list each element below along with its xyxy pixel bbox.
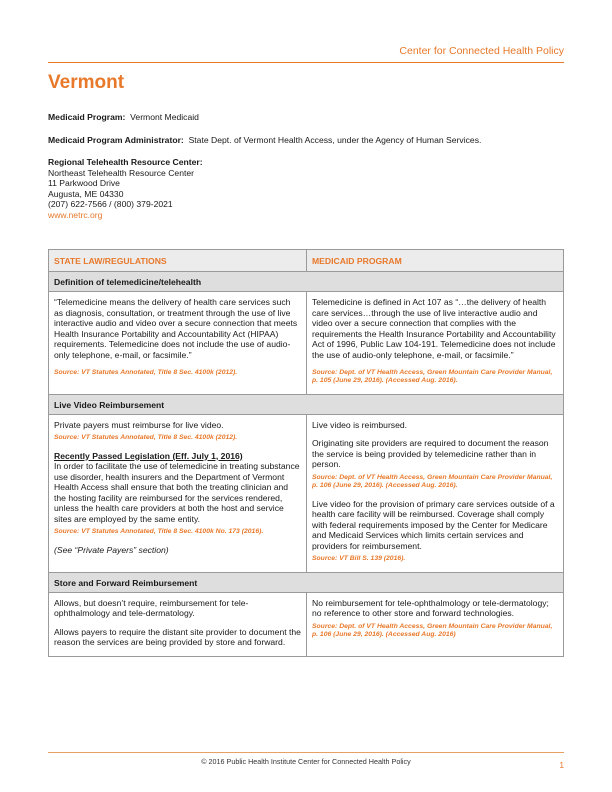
definition-state-law-source: Source: VT Statutes Annotated, Title 8 Sec. 4100k (2012).	[54, 369, 238, 376]
table-row-store-forward	[49, 593, 563, 656]
store-forward-state-law-cell	[49, 593, 306, 656]
definition-medicaid-source: Source: Dept. of VT Health Access, Green Mountain Care Provider Manual, p. 105 (June 29, 2016). (Accessed Aug. 2016).	[312, 369, 553, 385]
definition-state-law-text: “Telemedicine means the delivery of health care services such as diagnosis, consultation, or treatment through the use of live interactive audio and video over a secure connection that meets Health Insurance Portability and Accountability Act (HIPAA) requirements. Telemedicine does not include the use of audio-only telephone, e-mail, or facsimile.”	[54, 297, 298, 360]
table-row-definition	[49, 292, 563, 395]
definition-medicaid-cell	[306, 292, 563, 395]
store-forward-medicaid-source: Source: Dept. of VT Health Access, Green Mountain Care Provider Manual, p. 106 (June 29, 2016). (Accessed Aug. 2016)	[312, 622, 553, 638]
medicaid-program-label: Medicaid Program:	[48, 112, 126, 122]
live-video-medicaid-text3: Live video for the provision of primary care services outside of a health care facility will be reimbursed. Coverage shall comply with federal requirements imposed by the Center for Medicare and Medicaid Services which limits certain services and providers for reimbursement.	[312, 498, 555, 551]
administrator-label: Medicaid Program Administrator:	[48, 135, 184, 145]
administrator-line	[48, 135, 481, 146]
live-video-medicaid-cell	[306, 415, 563, 573]
store-forward-state-law-text1: Allows, but doesn’t require, reimbursement for tele-ophthalmology and tele-dermatology.	[54, 597, 249, 619]
page-title: Vermont	[48, 72, 125, 93]
administrator-value: State Dept. of Vermont Health Access, under the Agency of Human Services.	[188, 135, 482, 145]
header-org-name: Center for Connected Health Policy	[399, 45, 564, 57]
medicaid-program-line	[48, 112, 199, 123]
definition-state-law-cell	[49, 292, 306, 395]
store-forward-medicaid-text: No reimbursement for tele-ophthalmology or tele-dermatology; no reference to other store and forward technologies.	[312, 597, 549, 619]
trc-website-link[interactable]: www.netrc.org	[48, 209, 103, 220]
private-payers-note: (See “Private Payers” section)	[54, 544, 169, 555]
trc-name: Northeast Telehealth Resource Center	[48, 167, 195, 178]
medicaid-program-value: Vermont Medicaid	[130, 112, 199, 122]
column-header-state-law: STATE LAW/REGULATIONS	[54, 256, 167, 266]
policy-table	[48, 249, 564, 657]
live-video-medicaid-source2: Source: VT Bill S. 139 (2016).	[312, 555, 406, 563]
trc-address-line1: 11 Parkwood Drive	[48, 178, 120, 189]
recent-legislation-heading: Recently Passed Legislation (Eff. July 1, 2016)	[54, 450, 243, 461]
table-header-row	[49, 250, 563, 272]
live-video-state-law-text2: In order to facilitate the use of telemedicine in treating substance use disorder, health insurers and the Department of Vermont Health Access shall ensure that both the treating clinician and the hosting facility are reimbursed for the services rendered, unless the health care providers at both the host and service sites are employed by the same entity.	[54, 461, 300, 524]
store-forward-medicaid-cell	[306, 593, 563, 656]
table-row-live-video	[49, 415, 563, 573]
trc-block	[48, 157, 203, 221]
footer-divider	[48, 752, 564, 753]
section-title-live-video: Live Video Reimbursement	[49, 395, 563, 415]
trc-phone: (207) 622-7566 / (800) 379-2021	[48, 199, 173, 210]
trc-label: Regional Telehealth Resource Center:	[48, 157, 203, 167]
section-title-definition: Definition of telemedicine/telehealth	[49, 272, 563, 292]
live-video-medicaid-text1: Live video is reimbursed.	[312, 419, 408, 430]
trc-address-line2: Augusta, ME 04330	[48, 188, 124, 199]
header-divider	[48, 62, 564, 63]
live-video-state-law-source1: Source: VT Statutes Annotated, Title 8 Sec. 4100k (2012).	[54, 434, 238, 442]
column-header-medicaid: MEDICAID PROGRAM	[306, 250, 563, 271]
live-video-medicaid-text2: Originating site providers are required to document the reason the service is being provided by telemedicine rather than in person.	[312, 438, 549, 470]
section-title-store-forward: Store and Forward Reimbursement	[49, 573, 563, 593]
definition-medicaid-text: Telemedicine is defined in Act 107 as “…the delivery of health care services…through the use of live interactive audio and video over a secure connection that complies with the requirements the Health Insurance Portability and Accountability Act of 1996, Public Law 104-191. Telemedicine does not include the use of audio-only telephone, e-mail, or facsimile.”	[312, 297, 556, 360]
live-video-medicaid-source1: Source: Dept. of VT Health Access, Green Mountain Care Provider Manual, p. 106 (June 29, 2016). (Accessed Aug. 2016).	[312, 473, 553, 490]
store-forward-state-law-text2: Allows payers to require the distant site provider to document the reason the services are being provided by store and forward.	[54, 626, 301, 648]
page-number: 1	[559, 760, 564, 770]
footer-copyright: © 2016 Public Health Institute Center for Connected Health Policy	[201, 757, 411, 766]
live-video-state-law-source2: Source: VT Statutes Annotated, Title 8 Sec. 4100k No. 173 (2016).	[54, 528, 264, 536]
live-video-state-law-cell	[49, 415, 306, 573]
live-video-state-law-text1: Private payers must reimburse for live video.	[54, 419, 224, 430]
